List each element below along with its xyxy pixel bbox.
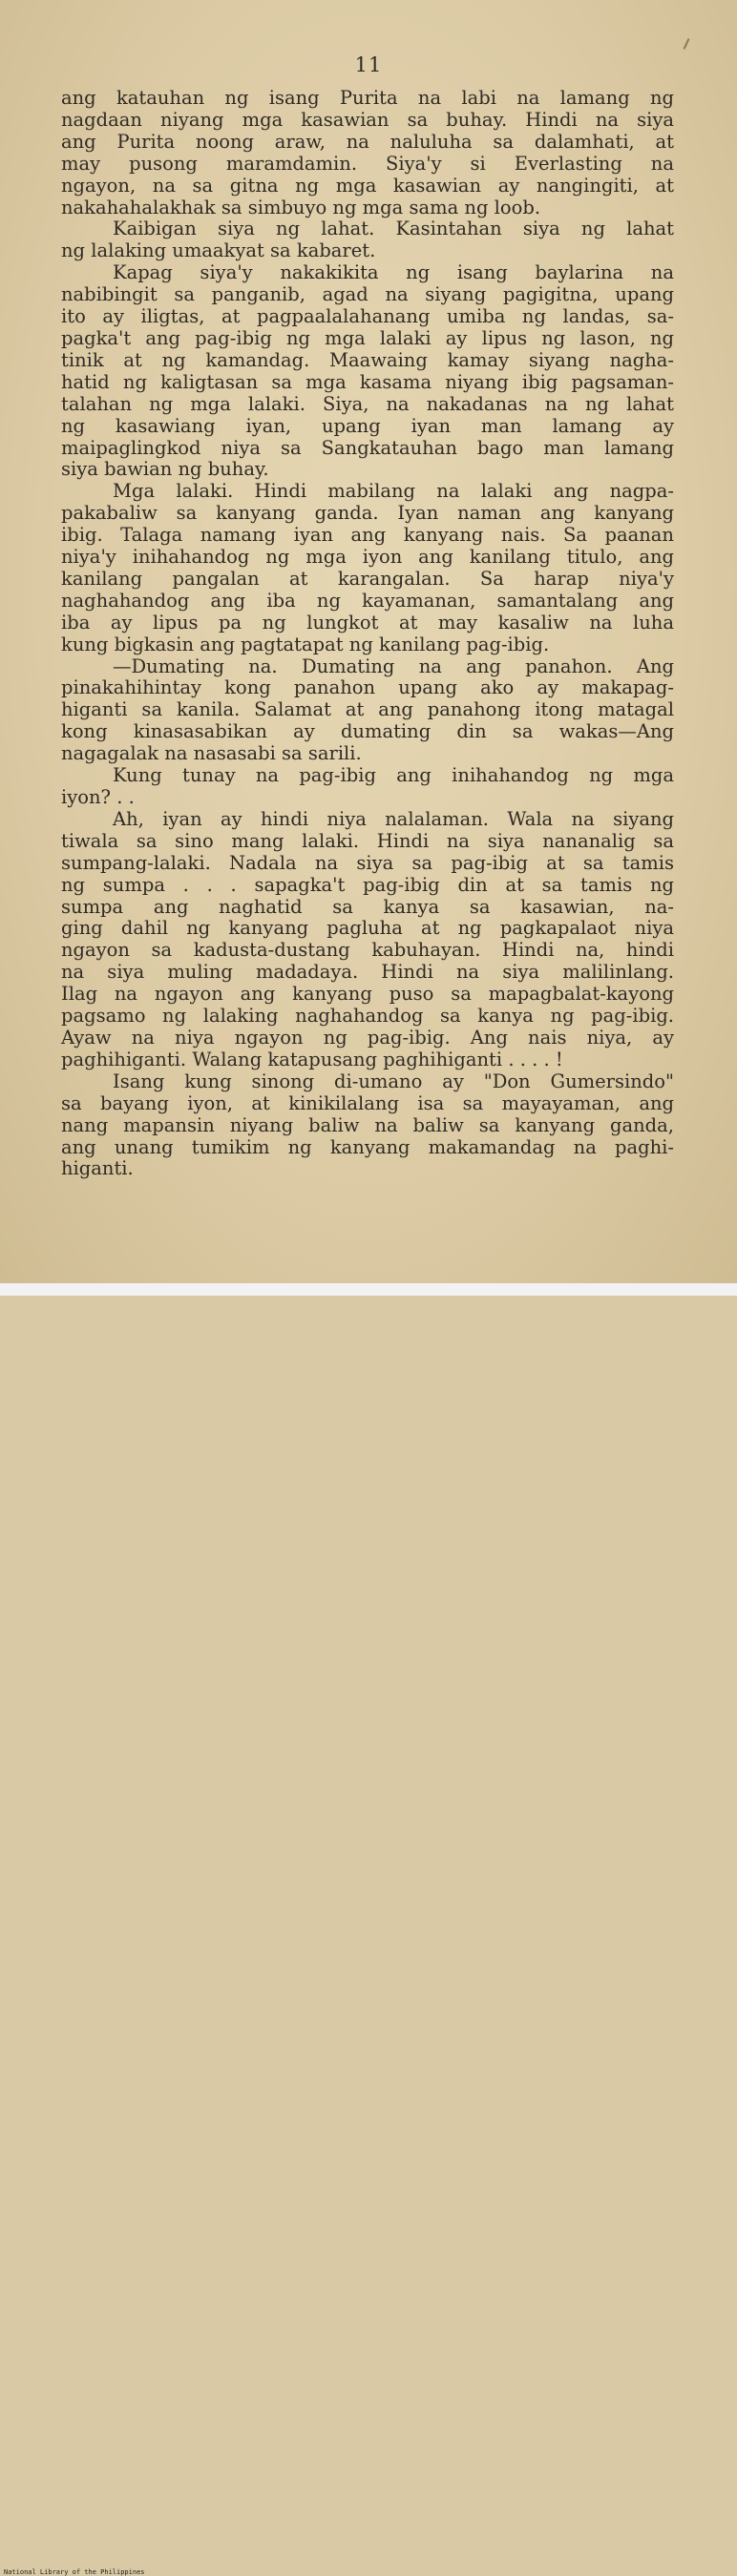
paragraph xyxy=(61,481,674,655)
text-line: kanilang pangalan at karangalan. Sa harap niya'y xyxy=(61,567,674,590)
text-line: naghahandog ang iba ng kayamanan, samantalang ang xyxy=(61,589,674,612)
text-line: nagagalak na nasasabi sa sarili. xyxy=(61,742,362,765)
text-line: pakabaliw sa kanyang ganda. Iyan naman ang kanyang xyxy=(61,502,674,525)
text-line: nabibingit sa panganib, agad na siyang pagigitna, upang xyxy=(61,283,674,306)
text-line: siya bawian ng buhay. xyxy=(61,458,269,481)
text-line: pinakahihintay kong panahon upang ako ay makapag- xyxy=(61,676,674,699)
text-line: pagka't ang pag-ibig ng mga lalaki ay lipus ng lason, ng xyxy=(61,326,674,349)
text-line: Kaibigan siya ng lahat. Kasintahan siya ng lahat xyxy=(113,218,674,240)
text-line: ang Purita noong araw, na naluluha sa dalamhati, at xyxy=(61,130,674,153)
paragraph xyxy=(61,1071,674,1181)
text-line: nang mapansin niyang baliw na baliw sa kanyang ganda, xyxy=(61,1113,674,1136)
text-line: paghihiganti. Walang katapusang paghihiganti . . . . ! xyxy=(61,1048,563,1070)
book-page xyxy=(0,0,737,1283)
text-line: ng kasawiang iyan, upang iyan man lamang ay xyxy=(61,414,674,437)
paragraph xyxy=(61,88,674,218)
text-line: ng sumpa . . . sapagka't pag-ibig din at sa tamis ng xyxy=(61,873,674,896)
text-line: na siya muling madadaya. Hindi na siya malilinlang. xyxy=(61,961,674,984)
text-line: nakahahalakhak sa simbuyo ng mga sama ng loob. xyxy=(61,196,541,218)
paragraph xyxy=(61,218,674,262)
text-line: talahan ng mga lalaki. Siya, na nakadanas na ng lahat xyxy=(61,392,674,415)
text-line: niya'y inihahandog ng mga iyon ang kanilang titulo, ang xyxy=(61,546,674,569)
text-line: sumpa ang naghatid sa kanya sa kasawian, na- xyxy=(61,895,674,918)
body-text xyxy=(61,88,674,1180)
pencil-mark xyxy=(684,38,690,50)
footer-strip xyxy=(0,1283,737,2576)
text-line: iba ay lipus pa ng lungkot at may kasaliw na luha xyxy=(61,611,674,634)
text-line: nagdaan niyang mga kasawian sa buhay. Hindi na siya xyxy=(61,108,674,131)
text-line: ang katauhan ng isang Purita na labi na lamang ng xyxy=(61,87,674,109)
paragraph xyxy=(61,656,674,766)
text-line: sa bayang iyon, at kinikilalang isa sa mayayaman, ang xyxy=(61,1091,674,1114)
text-line: pagsamo ng lalaking naghahandog sa kanya ng pag-ibig. xyxy=(61,1005,674,1028)
text-line: ngayon sa kadusta-dustang kabuhayan. Hindi na, hindi xyxy=(61,939,674,962)
library-footer: National Library of the Philippines xyxy=(4,2568,145,2576)
text-line: hatid ng kaligtasan sa mga kasama niyang ibig pagsaman- xyxy=(61,370,674,393)
text-line: kung bigkasin ang pagtatapat ng kanilang pag-ibig. xyxy=(61,633,550,655)
text-line: ngayon, na sa gitna ng mga kasawian ay nangingiti, at xyxy=(61,174,674,197)
text-line: —Dumating na. Dumating na ang panahon. Ang xyxy=(113,654,674,677)
text-line: ang unang tumikim ng kanyang makamandag na paghi- xyxy=(61,1135,674,1158)
text-line: sumpang-lalaki. Nadala na siya sa pag-ibig at sa tamis xyxy=(61,851,674,874)
text-line: iyon? . . xyxy=(61,786,135,808)
text-line: higanti sa kanila. Salamat at ang panahong itong matagal xyxy=(61,698,674,721)
text-line: tiwala sa sino mang lalaki. Hindi na siya nananalig sa xyxy=(61,829,674,852)
page-number: 11 xyxy=(354,53,383,76)
text-line: Isang kung sinong di-umano ay "Don Gumersindo" xyxy=(113,1070,674,1092)
text-line: Kung tunay na pag-ibig ang inihahandog ng mga xyxy=(113,764,674,787)
paragraph xyxy=(61,809,674,1071)
text-line: maipaglingkod niya sa Sangkatauhan bago man lamang xyxy=(61,436,674,459)
text-line: ging dahil ng kanyang pagluha at ng pagkapalaot niya xyxy=(61,917,674,940)
text-line: Mga lalaki. Hindi mabilang na lalaki ang nagpa- xyxy=(113,480,674,503)
text-line: Kapag siya'y nakakikita ng isang baylarina na xyxy=(113,261,674,284)
text-line: higanti. xyxy=(61,1157,134,1180)
text-line: Ah, iyan ay hindi niya nalalaman. Wala na siyang xyxy=(113,807,674,830)
text-line: Ayaw na niya ngayon ng pag-ibig. Ang nais niya, ay xyxy=(61,1026,674,1049)
paragraph xyxy=(61,765,674,809)
text-line: kong kinasasabikan ay dumating din sa wakas—Ang xyxy=(61,720,674,743)
text-line: ito ay iligtas, at pagpaalalahanang umiba ng landas, sa- xyxy=(61,305,674,328)
paragraph xyxy=(61,262,674,481)
text-line: tinik at ng kamandag. Maawaing kamay siyang nagha- xyxy=(61,348,674,371)
text-line: may pusong maramdamin. Siya'y si Everlasting na xyxy=(61,152,674,175)
text-line: ng lalaking umaakyat sa kabaret. xyxy=(61,239,376,262)
text-line: Ilag na ngayon ang kanyang puso sa mapagbalat-kayong xyxy=(61,983,674,1006)
text-line: ibig. Talaga namang iyan ang kanyang nais. Sa paanan xyxy=(61,524,674,547)
